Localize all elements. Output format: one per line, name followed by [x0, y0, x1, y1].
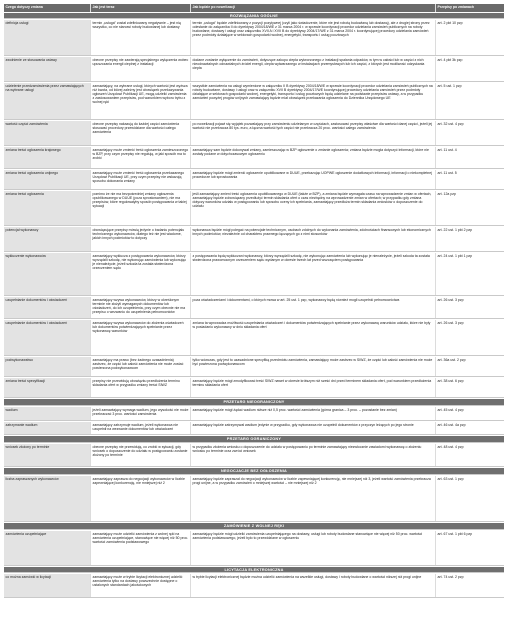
table-header: [4, 4, 504, 12]
table-row: [4, 170, 504, 190]
regulation-cell: art. 11 ust. 5: [436, 170, 504, 189]
section-label: ROZWIĄZANIA OGÓLNE: [230, 13, 278, 18]
row-topic-cell: podwykonawstwo: [4, 357, 91, 376]
new-rule-cell: z postępowania będą wykluczani wykonawcy, którzy wyrządzili szkodę, nie wykonując zamówienia lub wykonując je nienależycie, jeżeli szkoda ta została stwierdzona prawomocnym orzeczeniem sądu wydanym w okresie trzech lat przed wszczęciem postępowania: [191, 253, 436, 295]
current-rule-cell: zamawiający zaprasza do negocjacji wykonawców w liczbie zapewniającej konkurencję, nie mniejszej niż 2: [91, 476, 191, 521]
section-header: [4, 399, 504, 406]
table-row: [4, 121, 504, 146]
table-row: [4, 253, 504, 296]
current-rule-cell: przepisy nie przewidują obowiązku przedłużenia terminu składania ofert w przypadku zmiany treści SIWZ: [91, 378, 191, 397]
row-topic-cell: zamówienia uzupełniające: [4, 531, 91, 565]
regulation-cell: art. 4 pkt 3k pzp: [436, 57, 504, 81]
current-rule-cell: jeżeli zamawiający wymaga wadium, jego wysokość nie może przekraczać 3 proc. wartości zamówienia: [91, 407, 191, 420]
table-row: [4, 147, 504, 169]
table-row: [4, 83, 504, 120]
regulation-cell: art. 74 ust. 2 pzp: [436, 574, 504, 597]
new-rule-cell: po nowelizacji pojawi się wyjątek pozwalający przy zamówieniu udzielanym w częściach, zastosować przepisy właściwe dla wartości danej części, jeżeli jej wartość nie przekracza 80 tys. euro, a łączna wartość tych części nie przekracza 20 proc. wartości całego zamówienia: [191, 121, 436, 145]
table-row: [4, 227, 504, 252]
table-row: [4, 574, 504, 598]
table-row: [4, 476, 504, 522]
section-label: ZAMÓWIENIE Z WOLNEJ RĘKI: [223, 524, 285, 528]
new-rule-cell: dodane zostanie wyłączenie do zamówień, dotyczące zakupu ciepła wytworzonego z instalacji spalania odpadów, w tym w całości lub w części z nich nieodnawialnych odnawialnych źródeł energii, ciepła wytwarzanego w instalacjach przemysłowych lub ich części, z których jest możliwość odzyskania ciepła: [191, 57, 436, 81]
table-row: [4, 20, 504, 56]
new-rule-cell: jeśli zamawiający zmieni treść ogłoszenia opublikowanego w DUUE (także w BZP), a zmiana będzie wymagała czasu na wprowadzenie zmian w ofertach, zamawiający będzie zobowiązany przedłużyć termin składania ofert o czas niezbędny na wprowadzenie zmian w ofertach; w przypadku gdy zmiana dotyczy warunków udziału w postępowaniu lub sposobu oceny ich spełniania, zamawiający przedłuża termin składania wniosków o dopuszczenie do udziału: [191, 191, 436, 225]
row-topic-cell: zmiana treści ogłoszenia krajowego: [4, 147, 91, 168]
table-row: [4, 531, 504, 566]
section-header: [4, 523, 504, 530]
row-topic-cell: potencjał wykonawcy: [4, 227, 91, 251]
row-topic-cell: zmiana treści ogłoszenia: [4, 191, 91, 225]
row-topic-cell: wartość części zamówienia: [4, 121, 91, 145]
row-topic-cell: zwolnienie ze stosowania ustawy: [4, 57, 91, 81]
regulation-cell: art. 2 pkt 10 pzp: [436, 20, 504, 55]
new-rule-cell: zamawiający będzie mógł zmodyfikować treść SIWZ nawet w okresie krótszym niż sześć dni przed terminem składania ofert, pod warunkiem przedłużenia terminu składania ofert: [191, 378, 436, 397]
current-rule-cell: zamawiający, na wybrane usługi, których wartość jest wyższa niż kwota, od której zależny jest obowiązek przekazywania ogłoszeń Urzędowi Publikacji UE, mogą udzielić zamówienia z zastosowaniem przepisów, pod warunkiem wyboru trybu z wolnej ręki: [91, 83, 191, 119]
header-cell: Przepisy po zmianach: [436, 4, 504, 12]
section-header: [4, 468, 504, 475]
new-rule-cell: zamawiający będzie mógł udzielić zamówienia uzupełniającego na dostawy, usługi lub roboty budowlane stanowiące nie więcej niż 50 proc. wartości zamówienia podstawowego, jeżeli było to przewidziane w ogłoszeniu: [191, 531, 436, 565]
current-rule-cell: zamawiający wzywa wykonawców do złożenia oświadczeń lub dokumentów potwierdzających spełnianie przez wykonawcę warunków: [91, 320, 191, 355]
row-topic-cell: zmiana treści specyfikacji: [4, 378, 91, 397]
section-label: LICYTACJA ELEKTRONICZNA: [224, 567, 284, 572]
row-topic-cell: wykluczenie wykonawców: [4, 253, 91, 295]
row-topic-cell: zmiana treści ogłoszenia unijnego: [4, 170, 91, 189]
row-topic-cell: wniosek złożony po terminie: [4, 444, 91, 466]
header-cell: Czego dotyczy zmiana: [4, 4, 91, 12]
current-rule-cell: zamawiający może zmienić treść ogłoszenia zamieszczonego w BZP, przy czym przepisy nie regulują, w jaki sposób ma to zrobić: [91, 147, 191, 168]
new-rule-cell: zamawiający będzie zapraszał do negocjacji wykonawców w liczbie zapewniającej konkurencję, nie mniejszej niż 3, jeżeli wartość zamówienia przekracza progi unijne, a w przypadku zamówień o mniejszej wartości – nie mniejszej niż 2: [191, 476, 436, 521]
row-topic-cell: zatrzymanie wadium: [4, 422, 91, 434]
regulation-cell: art. 63 ust. 1 pzp: [436, 476, 504, 521]
new-rule-cell: termin „usługa” będzie zdefiniowany z pozycji pozytywnej (czyli jako świadczenie, które nie jest robotą budowlaną lub dostawą), ale z drugiej strony przez odesłanie do załącznika II do dyrektywy 2004/18/WE z 31 marca 2004 r. w sprawie koordynacji procedur udzielania zamówień publicznych na roboty budowlane, dostawy i usługi oraz załączniku XVII A i XVII B do dyrektywy 2004/17/WE z 31 marca 2004 r. koordynującej procedury udzielania zamówień przez podmioty działające w sektorach gospodarki wodnej, energetyki, transportu i usług pocztowych: [191, 20, 436, 55]
new-rule-cell: zamawiający będzie zatrzymywał wadium jedynie w przypadku, gdy wykonawca nie uzupełnił dokumentów z przyczyn leżących po jego stronie: [191, 422, 436, 434]
row-topic-cell: udzielenie przedzamówienia przez zamawiających na wybrane usługi: [4, 83, 91, 119]
regulation-cell: art. 11 ust. 4: [436, 147, 504, 168]
row-topic-cell: co można zamówić w licytacji: [4, 574, 91, 597]
table-row: [4, 407, 504, 421]
table-row: [4, 191, 504, 226]
table-row: [4, 57, 504, 82]
new-rule-cell: w przypadku złożenia wniosku o dopuszczenie do udziału w postępowaniu po terminie zamawiający niezwłocznie zawiadomi wykonawcę o złożeniu wniosku po terminie oraz zwróci wniosek: [191, 444, 436, 466]
current-rule-cell: termin „usługa” został zdefiniowany negatywnie – jest nią wszystko, co nie stanowi roboty budowlanej lub dostawy: [91, 20, 191, 55]
current-rule-cell: zamawiający może zmienić treść ogłoszenia przekazanego Urzędowi Publikacji UE, przy czym przepisy nie wskazują sposobu dokonania zmiany: [91, 170, 191, 189]
table-row: [4, 320, 504, 356]
header-cell: Jak będzie po nowelizacji: [191, 4, 436, 12]
regulation-cell: art. 12a pzp: [436, 191, 504, 225]
section-header: [4, 13, 504, 19]
table-row: [4, 422, 504, 435]
section-header: [4, 567, 504, 573]
new-rule-cell: zmiana ta wprowadza możliwość uzupełniania oświadczeń i dokumentów potwierdzających spełnianie przez wykonawcę warunków udziału, które nie były w posiadaniu wykonawcy w dniu składania ofert: [191, 320, 436, 355]
new-rule-cell: w trybie licytacji elektronicznej będzie można udzielić zamówienia na wszelkie usługi, dostawy i roboty budowlane o wartości niższej niż progi unijne: [191, 574, 436, 597]
regulation-cell: art. 45 ust. 4 pzp: [436, 407, 504, 420]
regulation-cell: art. 67 ust. 1 pkt 6 pzp: [436, 531, 504, 565]
regulation-cell: art. 26 ust. 3 pzp: [436, 320, 504, 355]
row-topic-cell: wadium: [4, 407, 91, 420]
new-rule-cell: zamawiający będzie mógł zmienić ogłoszenie opublikowane w DUUE, przekazując UOPWE ogłoszenie dodatkowych informacji, informacji o niekompletnej procedurze lub sprostowania: [191, 170, 436, 189]
new-rule-cell: wykonawca będzie mógł polegać na potencjale technicznym, osobach zdolnych do wykonania zamówienia, zdolnościach finansowych lub ekonomicznych innych podmiotów, niezależnie od charakteru prawnego łączących go z nimi stosunków: [191, 227, 436, 251]
regulation-cell: art. 38 ust. 6 pzp: [436, 378, 504, 397]
regulation-cell: art. 22 ust. 1 pkt 2 pzp: [436, 227, 504, 251]
current-rule-cell: zamawiający ma prawo (bez żadnego uzasadnienia) zastrzec, że część lub całość zamówienia nie może zostać powierzona podwykonawcom: [91, 357, 191, 376]
current-rule-cell: zamawiający wyklucza z postępowania wykonawców, którzy wyrządzili szkodę, nie wykonując zamówienia lub wykonując je nienależycie, jeżeli szkoda ta została stwierdzona orzeczeniem sądu: [91, 253, 191, 295]
current-rule-cell: zamawiający może udzielić zamówienia z wolnej ręki na zamówienia uzupełniające, stanowiące nie więcej niż 50 proc. wartości zamówienia podstawowego: [91, 531, 191, 565]
new-rule-cell: wszystkie zamówienia na usługi wymienione w załączniku II B dyrektywy 2004/18/WE w sprawie koordynacji procedur udzielania zamówień publicznych na roboty budowlane, dostawy i usługi oraz w załączniku XVII B dyrektywy 2004/17/WE koordynującej procedury udzielania zamówień przez podmioty działające w sektorach gospodarki wodnej, energetyki, transportu i usług pocztowych będą udzielane na podstawie przepisów ustawy, a w przypadku zamówień powyżej progów unijnych zamawiający będzie miał obowiązek przekazania ogłoszenia do Dziennika Urzędowego UE: [191, 83, 436, 119]
regulation-cell: art. 26 ust. 3 pzp: [436, 297, 504, 318]
new-rule-cell: zamawiający będzie mógł żądać wadium niższe niż 0,5 proc. wartości zamówienia (górna granica – 3 proc. – pozostanie bez zmian): [191, 407, 436, 420]
section-header: [4, 436, 504, 443]
section-label: NEGOCJACJE BEZ OGŁOSZENIA: [221, 469, 287, 473]
regulation-cell: art. 48 ust. 4 pzp: [436, 444, 504, 466]
regulation-cell: art. 46 ust. 4a pzp: [436, 422, 504, 434]
row-topic-cell: liczba zapraszanych wykonawców: [4, 476, 91, 521]
regulation-cell: art. 24 ust. 1 pkt 1 pzp: [436, 253, 504, 295]
section-label: PRZETARG OGRANICZONY: [226, 437, 282, 441]
new-rule-cell: tylko wówczas, gdy jest to uzasadnione specyfiką przedmiotu zamówienia, zamawiający może zastrzec w SIWZ, że część lub całość zamówienia nie może być powierzona podwykonawcom: [191, 357, 436, 376]
current-rule-cell: obecne przepisy nie przewidują, co zrobić w sytuacji, gdy wniosek o dopuszczenie do udziału w postępowaniu zostanie złożony po terminie: [91, 444, 191, 466]
regulation-cell: art. 32 ust. 4 pzp: [436, 121, 504, 145]
row-topic-cell: definicja usługi: [4, 20, 91, 55]
current-rule-cell: obecne przepisy nie zawierają specjalnego wyłączenia wobec upuszczania energii cieplnej z instalacji: [91, 57, 191, 81]
new-rule-cell: poza oświadczeniami i dokumentami, o których mowa w art. 25 ust. 1 pzp, wykonawcy będą również mogli uzupełnić pełnomocnictwa: [191, 297, 436, 318]
regulation-cell: art. 5 ust. 1 pzp: [436, 83, 504, 119]
header-cell: Jak jest teraz: [91, 4, 191, 12]
current-rule-cell: obecne przepisy nakazują do każdej części zamówienia stosować procedury przewidziane dla wartości całego zamówienia: [91, 121, 191, 145]
current-rule-cell: zamawiający zatrzymuje wadium, jeżeli wykonawca nie uzupełnił na wezwanie dokumentów lub oświadczeń: [91, 422, 191, 434]
row-topic-cell: uzupełnianie dokumentów i oświadczeń: [4, 320, 91, 355]
current-rule-cell: zamawiający wzywa wykonawców, którzy w określonym terminie nie złożyli wymaganych dokumentów lub oświadczeń, do ich uzupełnienia, przy czym obecnie nie ma przepisu o wezwaniu do uzupełnienia pełnomocnictw: [91, 297, 191, 318]
regulation-cell: art. 36a ust. 2 pzp: [436, 357, 504, 376]
table-row: [4, 297, 504, 319]
row-topic-cell: uzupełnianie dokumentów i oświadczeń: [4, 297, 91, 318]
table-row: [4, 444, 504, 467]
table-row: [4, 378, 504, 398]
new-rule-cell: zamawiający sam będzie dokonywał zmiany, zamieszczając w BZP ogłoszenie o zmianie ogłoszenia; zmiana będzie mogła dotyczyć informacji, które nie zostały podane w dotychczasowym ogłoszeniu: [191, 147, 436, 168]
current-rule-cell: zamawiający może w trybie licytacji elektronicznej udzielić zamówienia tylko na dostawy powszechnie dostępne o ustalonych standardach jakościowych: [91, 574, 191, 597]
current-rule-cell: obowiązujące przepisy mówią jedynie o badaniu potencjału technicznego wykonawców, dlatego też nie jest wiadome, jakich innych podmiotów to dotyczy: [91, 227, 191, 251]
section-label: PRZETARG NIEOGRANICZONY: [223, 400, 285, 404]
current-rule-cell: pomimo że nie ma bezpośredniej zmiany ogłoszenia opublikowanego w DUUE (poza sprostowaniem), nie ma przepisów, które regulowałyby sposób postępowania w takiej sytuacji: [91, 191, 191, 225]
comparison-table: [4, 4, 504, 636]
table-row: [4, 357, 504, 377]
